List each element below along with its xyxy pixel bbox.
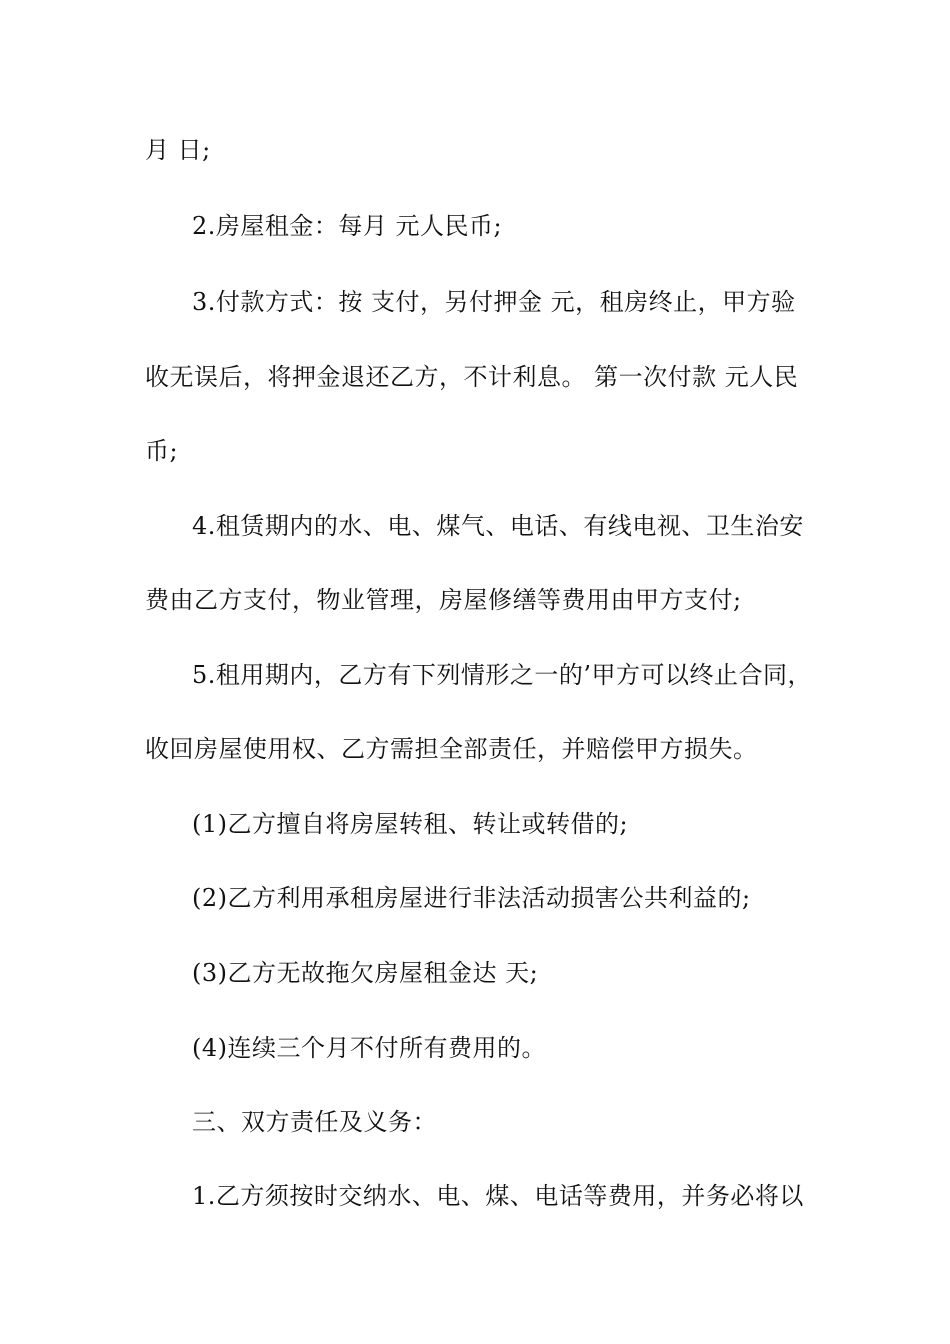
text-line: 3.付款方式：按 支付，另付押金 元，租房终止，甲方验 [192, 288, 796, 316]
text-line: 费由乙方支付，物业管理，房屋修缮等费用由甲方支付; [145, 586, 742, 614]
text-line: 收无误后，将押金退还乙方，不计利息。 第一次付款 元人民 [145, 363, 799, 391]
text-line: 5.租用期内，乙方有下列情形之一的’甲方可以终止合同， [192, 661, 813, 689]
section-heading: 三、双方责任及义务： [192, 1108, 437, 1136]
text-line: 4.租赁期内的水、电、煤气、电话、有线电视、卫生治安 [192, 512, 804, 540]
text-line: (2)乙方利用承租房屋进行非法活动损害公共利益的; [192, 884, 751, 912]
text-line: (3)乙方无故拖欠房屋租金达 天; [192, 959, 539, 987]
text-line: 1.乙方须按时交纳水、电、煤、电话等费用，并务必将以 [192, 1182, 804, 1210]
text-line: (1)乙方擅自将房屋转租、转让或转借的; [192, 810, 629, 838]
text-line: (4)连续三个月不付所有费用的。 [192, 1034, 546, 1062]
text-line: 币; [145, 437, 179, 465]
text-line: 2.房屋租金：每月 元人民币; [192, 212, 503, 240]
text-line: 月 日; [145, 136, 211, 164]
text-line: 收回房屋使用权、乙方需担全部责任，并赔偿甲方损失。 [145, 735, 758, 763]
